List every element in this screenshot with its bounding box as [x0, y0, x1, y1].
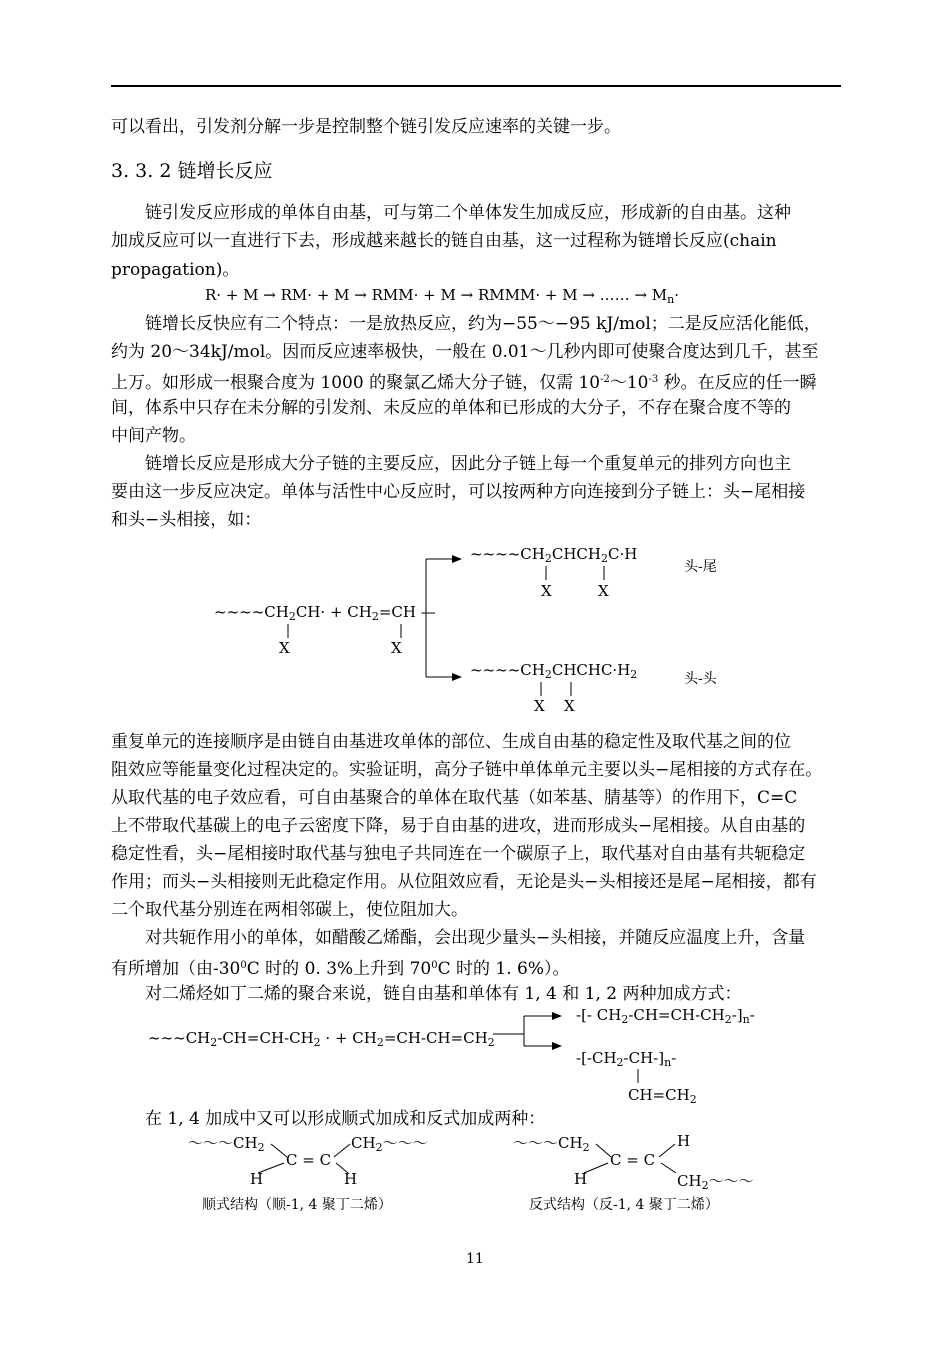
reactant-butadiene: $\sim\sim\sim CH_2-CH=CH-CH_2$ · + $CH_2=CH-CH=CH_2$: [148, 1029, 495, 1049]
trans-right-chain: $CH_2\sim\sim\sim$: [677, 1172, 754, 1192]
text-line: 链引发反应形成的单体自由基，可与第二个单体发生加成反应，形成新的自由基。这种: [111, 203, 791, 223]
substituent-x: X: [541, 582, 552, 600]
reactant-formula: $\sim\sim\sim\sim CH_2CH\cdot + CH_2=CH$ —: [214, 603, 436, 623]
text-line: 间，体系中只存在未分解的引发剂、未反应的单体和已形成的大分子，不存在聚合度不等的: [111, 398, 791, 418]
propagation-equation: R· + M → RM· + M → RMM· + M → RMMM· + M → …… → $M_n\cdot$: [205, 286, 680, 306]
product-1-4: -[- $CH_2-CH=CH-CH_2-]_n-$: [576, 1006, 755, 1026]
substituent-x: X: [391, 639, 402, 657]
text-line: 链增长反应是形成大分子链的主要反应，因此分子链上每一个重复单元的排列方向也主: [111, 454, 791, 474]
text-line: 和头−头相接，如：: [111, 510, 262, 530]
page-number: 11: [466, 1251, 484, 1267]
label-head-tail: 头-尾: [684, 559, 717, 575]
text-line: 对二烯烃如丁二烯的聚合来说，链自由基和单体有 1, 4 和 1, 2 两种加成方式：: [111, 984, 742, 1004]
cis-left-chain: $\sim\sim\sim CH_2$: [188, 1134, 265, 1154]
caption-trans: 反式结构（反-1, 4 聚丁二烯）: [529, 1197, 719, 1213]
text-line: 有所增加（由$-30^0C$ 时的 0. 3%上升到 $70^0C$ 时的 1. 6%）。: [111, 959, 570, 979]
cis-right-chain: $CH_2\sim\sim\sim$: [351, 1134, 428, 1154]
text-line: 约为 20～34kJ/mol。因而反应速率极快，一般在 0.01～几秒内即可使聚合度达到几千，甚至: [111, 342, 819, 362]
text-line: 上不带取代基碳上的电子云密度下降，易于自由基的进攻，进而形成头−尾相接。从自由基的: [111, 816, 806, 836]
cis-h-left: H: [250, 1170, 264, 1188]
vinyl-group: $CH=CH_2$: [628, 1086, 697, 1106]
cis-h-right: H: [344, 1170, 358, 1188]
text-line: 链增长反快应有二个特点：一是放热反应，约为−55～−95 kJ/mol；二是反应活化能低，: [111, 314, 821, 334]
label-head-head: 头-头: [684, 671, 717, 687]
section-heading: 3. 3. 2 链增长反应: [111, 160, 273, 182]
trans-double-bond: C = C: [610, 1151, 656, 1169]
head-head-formula: $\sim\sim\sim\sim CH_2CHCHC\cdot H_2$: [470, 661, 638, 681]
substituent-x: X: [534, 697, 545, 715]
caption-cis: 顺式结构（顺-1, 4 聚丁二烯）: [202, 1197, 392, 1213]
product-1-2: $-[-CH_2-CH-]_n-$: [576, 1049, 677, 1069]
text-line: 作用；而头−头相接则无此稳定作用。从位阻效应看，无论是头−头相接还是尾−尾相接，都有: [111, 872, 817, 892]
text-line: 上万。如形成一根聚合度为 1000 的聚氯乙烯大分子链，仅需 $10^{-2}\sim 10^{-3}$ 秒。在反应的任一瞬: [111, 373, 817, 393]
text-line: 重复单元的连接顺序是由链自由基进攻单体的部位、生成自由基的稳定性及取代基之间的位: [111, 732, 791, 752]
text-line: 二个取代基分别连在两相邻碳上，使位阻加大。: [111, 900, 468, 920]
substituent-x: X: [279, 639, 290, 657]
text-line: 要由这一步反应决定。单体与活性中心反应时，可以按两种方向连接到分子链上：头−尾相接: [111, 482, 806, 502]
trans-h-bottom: H: [574, 1170, 588, 1188]
text-line: 加成反应可以一直进行下去，形成越来越长的链自由基，这一过程称为链增长反应(chain: [111, 231, 777, 251]
text-line: 从取代基的电子效应看，可自由基聚合的单体在取代基（如苯基、腈基等）的作用下，C=C: [111, 788, 798, 808]
head-tail-formula: $\sim\sim\sim\sim CH_2CHCH_2C\cdot H$: [470, 545, 638, 565]
text-line: 在 1, 4 加成中又可以形成顺式加成和反式加成两种：: [111, 1109, 546, 1129]
trans-left-chain: $\sim\sim\sim CH_2$: [513, 1134, 590, 1154]
cis-double-bond: C = C: [286, 1151, 332, 1169]
text-line: 阻效应等能量变化过程决定的。实验证明，高分子链中单体单元主要以头−尾相接的方式存在。: [111, 760, 823, 780]
text-line: propagation)。: [111, 260, 240, 280]
text-line: 可以看出，引发剂分解一步是控制整个链引发反应速率的关键一步。: [111, 117, 621, 137]
text-line: 中间产物。: [111, 426, 196, 446]
substituent-x: X: [564, 697, 575, 715]
text-line: 对共轭作用小的单体，如醋酸乙烯酯，会出现少量头−头相接，并随反应温度上升，含量: [111, 928, 806, 948]
substituent-x: X: [598, 582, 609, 600]
text-line: 稳定性看，头−尾相接时取代基与独电子共同连在一个碳原子上，取代基对自由基有共轭稳定: [111, 844, 806, 864]
trans-h-top: H: [677, 1132, 691, 1150]
